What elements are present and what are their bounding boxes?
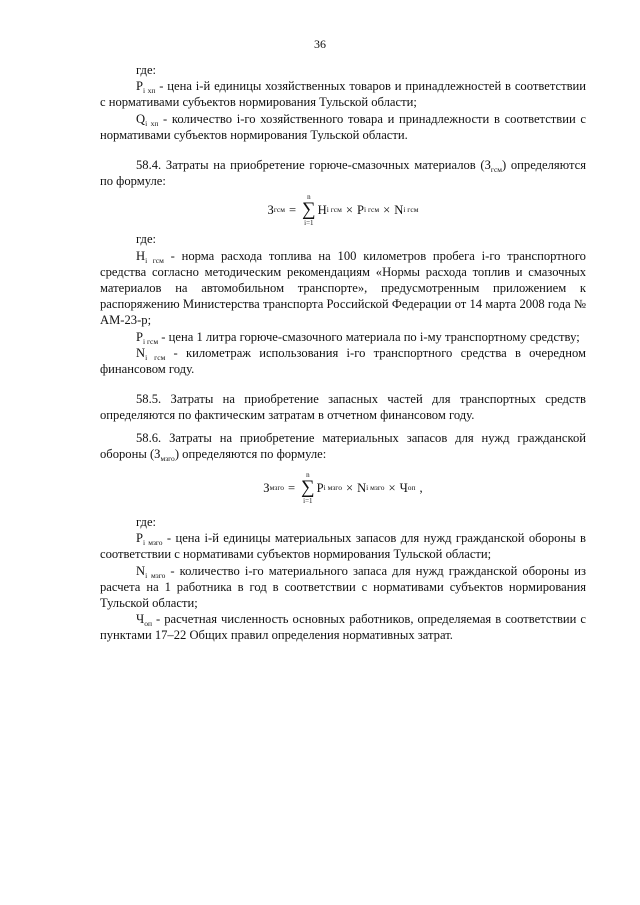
- section-58-4-intro: 58.4. Затраты на приобретение горюче-смазочных материалов $(З_{гсм})$ определяются по формуле:: [100, 158, 586, 189]
- symbol: $Q_{i хп}$: [136, 111, 159, 128]
- definition-p-gsm: $P_{i гсм}$ - цена 1 литра горюче-смазочного материала по i-му транспортному средству;: [136, 329, 580, 346]
- formula-gsm: З гсм = n ∑ i=1 H i гсм × P i гсм × N i гсм: [267, 193, 419, 228]
- definition-n-gsm: $N_{i гсм}$ - километраж использования i-го транспортного средства в очередном финансовом году.: [100, 345, 586, 377]
- section-58-6-intro: 58.6. Затраты на приобретение материальных запасов для нужд гражданской обороны $(З_{мзго})$ определяются по формуле:: [100, 430, 586, 463]
- sum-sign: n ∑ i=1: [302, 193, 316, 228]
- document-body: [100, 62, 586, 644]
- page-number: 36: [314, 37, 326, 51]
- definition-ch-op: $Ч_{оп}$ - расчетная численность основных работников, определяемая в соответствии с пунктами 17–22 Общих правил определения нормативных затрат.: [100, 612, 586, 643]
- sum-sign: n ∑ i=1: [301, 471, 315, 506]
- where-label: где:: [136, 515, 157, 530]
- where-label: где:: [136, 63, 157, 77]
- symbol: $P_{i хп}$: [136, 79, 156, 96]
- formula-mzgo: З мзго = n ∑ i=1 P i мзго × N i мзго × Ч оп ,: [263, 471, 423, 506]
- definition-n-mzgo: $N_{i мзго}$ - количество i-го материального запаса для нужд гражданской обороны из расчета на 1 работника в год в соответствии с нормативами субъектов нормирования Тульской области;: [100, 563, 586, 611]
- section-58-5: 58.5. Затраты на приобретение запасных частей для транспортных средств определяются по фактическим затратам в отчетном финансовом году.: [100, 392, 586, 423]
- definition-h-gsm: $H_{i гсм}$ - норма расхода топлива на 100 километров пробега i-го транспортного средства согласно методическим рекомендациям «Нормы расхода топлив и смазочных материалов на автомобильном транспорте», предусмотренным приложением к распоряжению Министерства транспорта Российской Федерации от 14 марта 2008 года № АМ-23-р;: [100, 248, 586, 328]
- definition-p-mzgo: $P_{i мзго}$ - цена i-й единицы материальных запасов для нужд гражданской обороны в соответствии с нормативами субъектов нормирования Тульской области;: [100, 531, 586, 562]
- where-label: где:: [136, 232, 157, 247]
- definition-q-hp: $Q_{i хп}$ - количество i-го хозяйственного товара и принадлежности в соответствии с нормативами субъектов нормирования Тульской области.: [100, 111, 586, 142]
- definition-p-hp: $P_{i хп}$ - цена i-й единицы хозяйственных товаров и принадлежностей в соответствии с нормативами субъектов нормирования Тульской области;: [100, 79, 586, 110]
